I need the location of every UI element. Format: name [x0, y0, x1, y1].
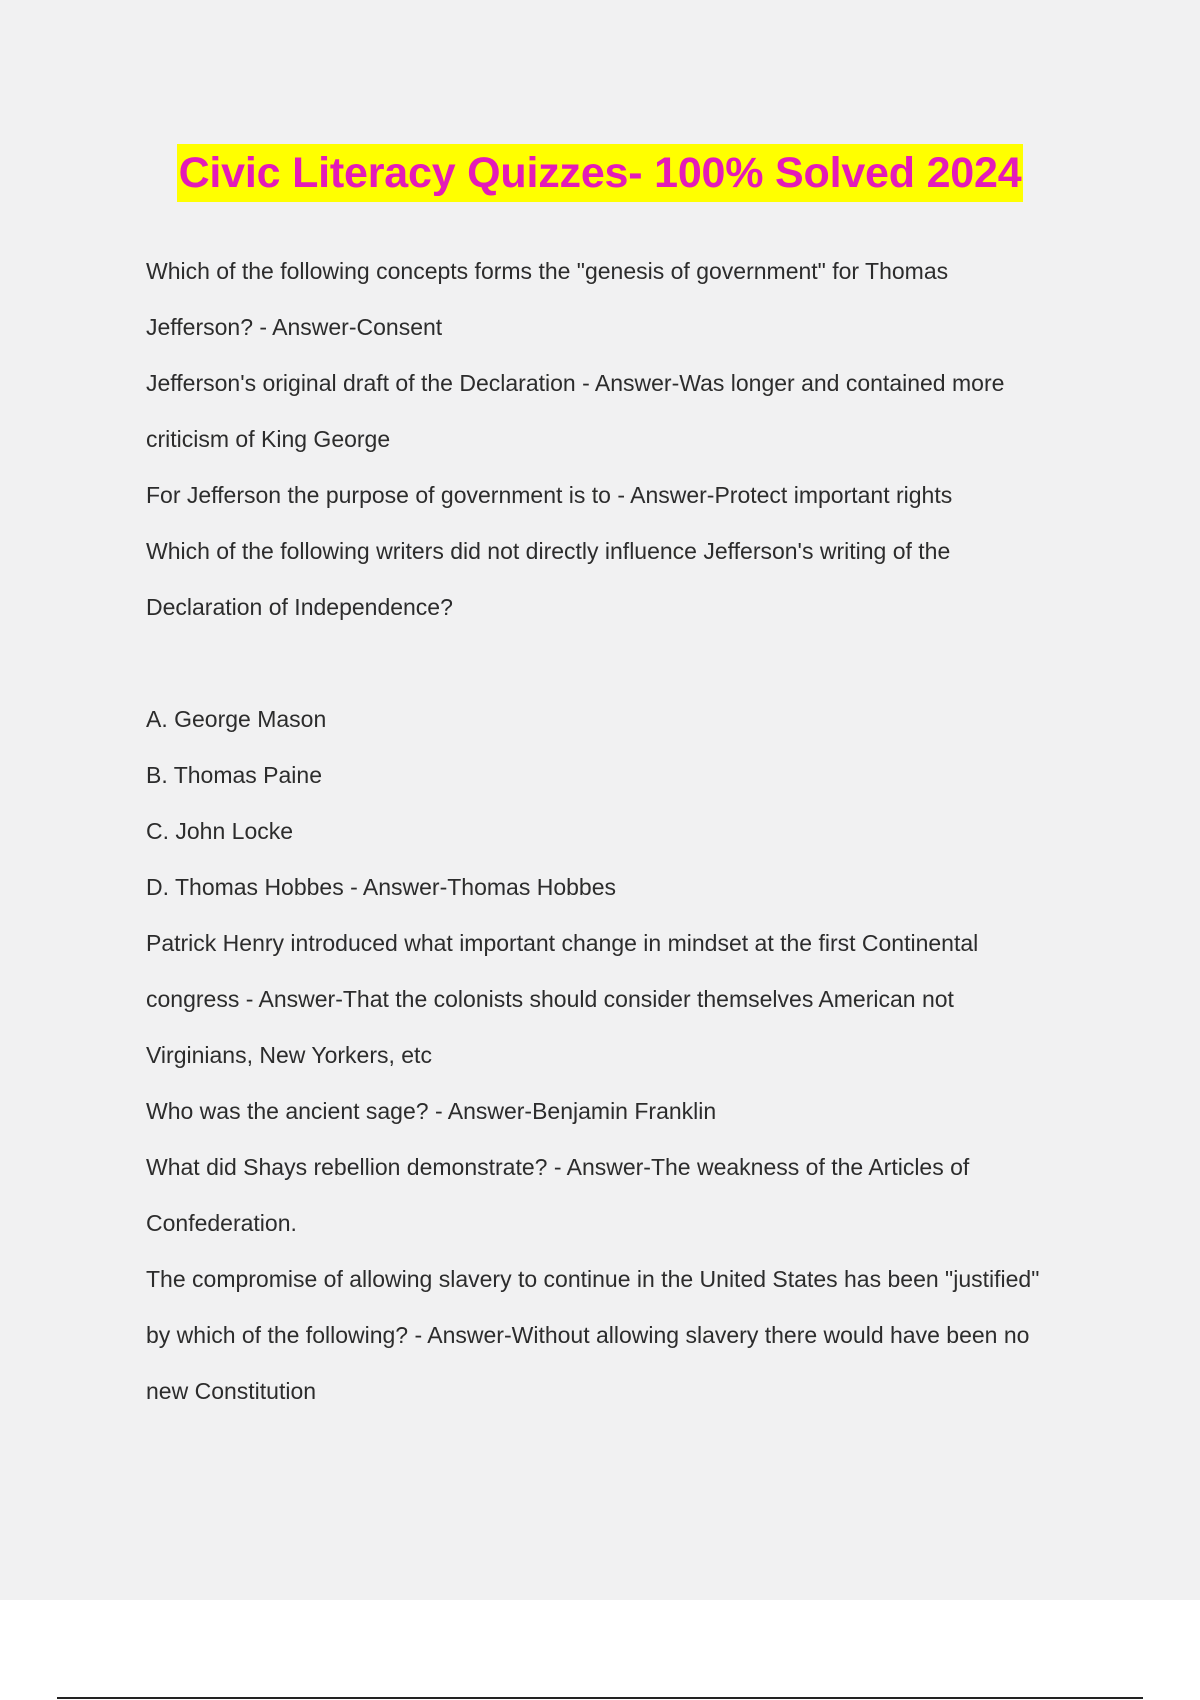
answer-option: B. Thomas Paine	[146, 762, 323, 788]
text-line: Which of the following concepts forms the "genesis of government" for Thomas	[146, 258, 949, 284]
text-line: The compromise of allowing slavery to continue in the United States has been "justified"	[146, 1266, 1040, 1292]
text-line: Confederation.	[146, 1210, 297, 1236]
title-container	[0, 144, 1200, 202]
answer-option: A. George Mason	[146, 706, 327, 732]
document-title: Civic Literacy Quizzes- 100% Solved 2024	[177, 144, 1024, 202]
text-line: new Constitution	[146, 1378, 317, 1404]
text-line: Declaration of Independence?	[146, 594, 453, 620]
text-line: criticism of King George	[146, 426, 391, 452]
answer-option: C. John Locke	[146, 818, 294, 844]
text-line: Virginians, New Yorkers, etc	[146, 1042, 432, 1068]
text-line: Who was the ancient sage? - Answer-Benjamin Franklin	[146, 1098, 717, 1124]
footer-divider	[57, 1697, 1143, 1699]
text-line: Jefferson's original draft of the Declaration - Answer-Was longer and contained more	[146, 370, 1005, 396]
text-line: Which of the following writers did not directly influence Jefferson's writing of the	[146, 538, 951, 564]
document-content	[146, 250, 1106, 1426]
text-line: congress - Answer-That the colonists should consider themselves American not	[146, 986, 954, 1012]
text-line: What did Shays rebellion demonstrate? - Answer-The weakness of the Articles of	[146, 1154, 970, 1180]
blank-line	[146, 642, 1106, 698]
text-line: For Jefferson the purpose of government is to - Answer-Protect important rights	[146, 482, 953, 508]
answer-option: D. Thomas Hobbes - Answer-Thomas Hobbes	[146, 874, 616, 900]
text-line: Patrick Henry introduced what important change in mindset at the first Continental	[146, 930, 979, 956]
text-line: by which of the following? - Answer-Without allowing slavery there would have been no	[146, 1322, 1030, 1348]
text-line: Jefferson? - Answer-Consent	[146, 314, 443, 340]
